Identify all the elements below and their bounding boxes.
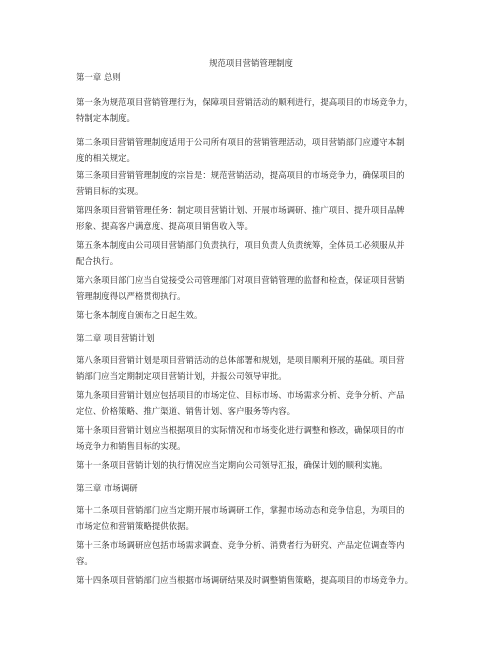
article-9 <box>76 388 440 419</box>
article-1-line-2: 特制定本制度。 <box>76 112 135 123</box>
article-14 <box>76 573 440 589</box>
article-8-line-2: 销部门应当定期制定项目营销计划，并报公司领导审批。 <box>76 370 287 381</box>
article-1-line-1: 第一条为规范项目营销管理行为，保障项目营销活动的顺利进行，提高项目的市场竞争力， <box>76 97 413 107</box>
article-8-line-1: 第八条项目营销计划是项目营销活动的总体部署和规划，是项目顺利开展的基础。项目营 <box>76 355 405 365</box>
article-12-line-2: 市场定位和营销策略提供依据。 <box>76 520 194 531</box>
article-12-line-1: 第十二条项目营销部门应当定期开展市场调研工作，掌握市场动态和竞争信息，为项目的 <box>76 505 405 515</box>
article-2 <box>76 135 440 166</box>
article-10-line-1: 第十条项目营销计划应当根据项目的实际情况和市场变化进行调整和修改，确保项目的市 <box>76 425 405 435</box>
article-11 <box>76 458 440 474</box>
article-9-line-2: 定位、价格策略、推广渠道、销售计划、客户服务等内容。 <box>76 405 296 416</box>
article-6-line-2: 管理制度得以严格贯彻执行。 <box>76 290 186 301</box>
article-4-line-2: 形象、提高客户满意度、提高项目销售收入等。 <box>76 220 253 231</box>
chapter-heading <box>76 481 440 497</box>
chapter-heading <box>76 331 440 347</box>
article-4 <box>76 203 440 234</box>
article-3-line-1: 第三条项目营销管理制度的宗旨是：规范营销活动，提高项目的市场竞争力，确保项目的 <box>76 170 405 180</box>
article-3 <box>76 168 440 199</box>
article-12 <box>76 503 440 534</box>
article-5-line-2: 配合执行。 <box>76 255 119 266</box>
chapter-2-heading: 第二章 项目营销计划 <box>76 333 155 343</box>
article-10-line-2: 场竞争力和销售目标的实现。 <box>76 440 186 451</box>
article-5-line-1: 第五条本制度由公司项目营销部门负责执行，项目负责人负责统筹，全体员工必须服从并 <box>76 240 405 250</box>
article-10 <box>76 423 440 454</box>
article-13 <box>76 538 440 569</box>
chapter-heading <box>76 70 440 86</box>
article-11-line-1: 第十一条项目营销计划的执行情况应当定期向公司领导汇报，确保计划的顺利实施。 <box>76 460 388 470</box>
chapter-1-heading: 第一章 总则 <box>76 72 121 82</box>
article-8 <box>76 353 440 384</box>
article-7 <box>76 308 440 324</box>
article-1 <box>76 95 440 126</box>
article-4-line-1: 第四条项目营销管理任务：制定项目营销计划、开展市场调研、推广项目、提升项目品牌 <box>76 205 405 215</box>
chapter-3-heading: 第三章 市场调研 <box>76 483 138 493</box>
document-title: 规范项目营销管理制度 <box>209 58 293 68</box>
article-14-line-1: 第十四条项目营销部门应当根据市场调研结果及时调整销售策略，提高项目的市场竞争力。 <box>76 575 413 585</box>
article-2-line-2: 度的相关规定。 <box>76 152 135 163</box>
article-7-line-1: 第七条本制度自颁布之日起生效。 <box>76 310 203 320</box>
article-13-line-1: 第十三条市场调研应包括市场需求调查、竞争分析、消费者行为研究、产品定位调查等内 <box>76 540 405 550</box>
article-5 <box>76 238 440 269</box>
article-6-line-1: 第六条项目部门应当自觉接受公司管理部门对项目营销管理的监督和检查，保证项目营销 <box>76 275 405 285</box>
article-3-line-2: 营销目标的实现。 <box>76 185 144 196</box>
article-9-line-1: 第九条项目营销计划应包括项目的市场定位、目标市场、市场需求分析、竞争分析、产品 <box>76 390 405 400</box>
article-13-line-2: 容。 <box>76 555 93 566</box>
article-6 <box>76 273 440 304</box>
article-2-line-1: 第二条项目营销管理制度适用于公司所有项目的营销管理活动，项目营销部门应遵守本制 <box>76 137 405 147</box>
